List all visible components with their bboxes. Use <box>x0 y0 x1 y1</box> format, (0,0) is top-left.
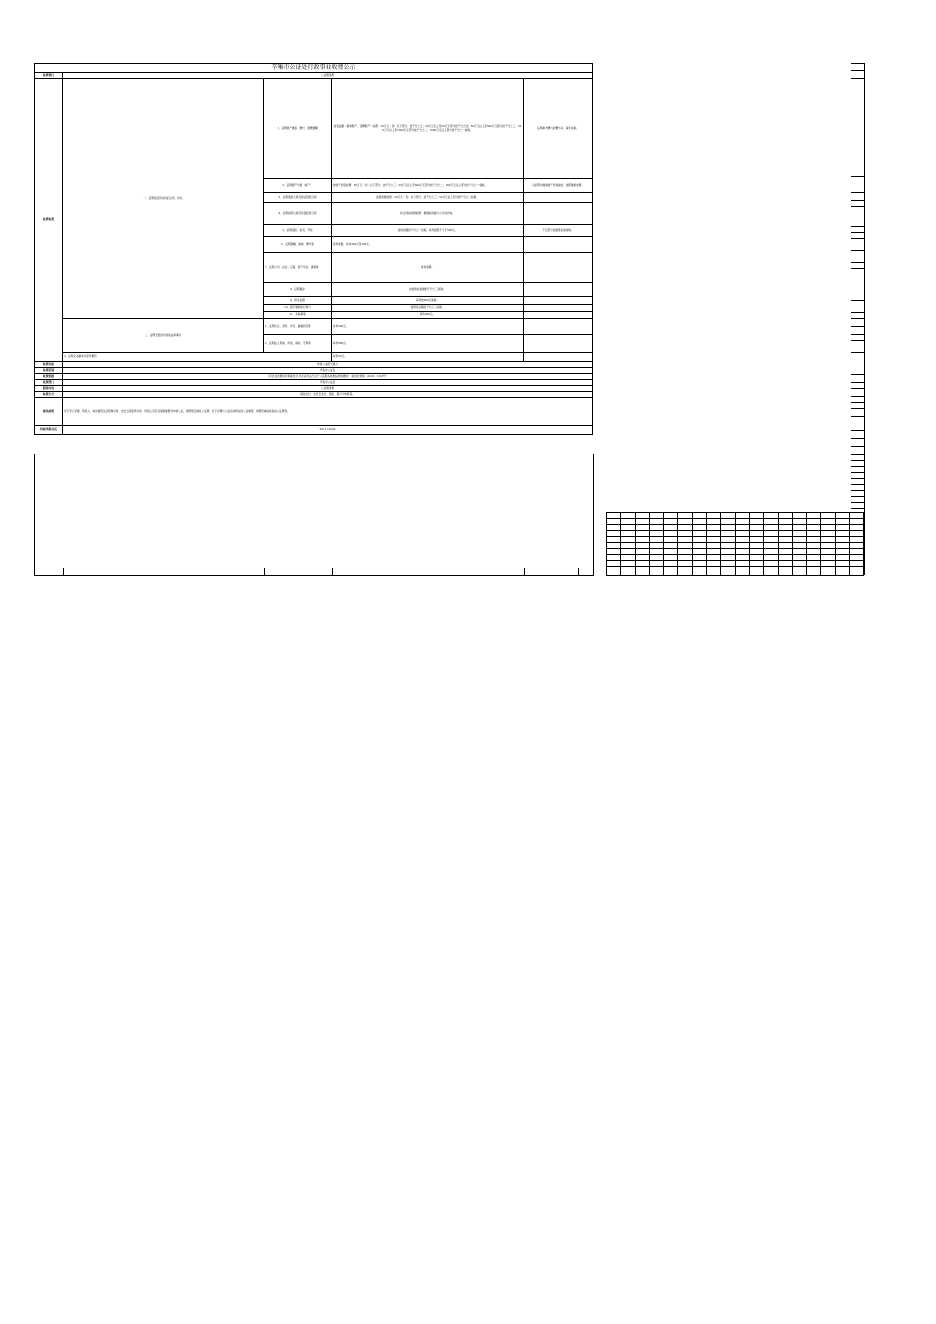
section-2: 二、证明无经济内容的法律事实 <box>63 319 264 353</box>
grid-line <box>635 512 636 575</box>
item-note: 证明单方赠与的赠与书，减半收取。 <box>524 79 593 179</box>
item-rule: 每件300元。 <box>332 335 524 353</box>
grid-line <box>851 318 864 319</box>
grid-line <box>851 388 864 389</box>
item-note <box>524 283 593 297</box>
grid-line <box>778 512 779 575</box>
unit-label: 收费项目 <box>35 73 63 79</box>
item-note <box>524 297 593 305</box>
grid-line <box>851 206 864 207</box>
grid-line <box>863 512 864 575</box>
item-name: 2、证明财产分割（析产） <box>264 179 332 193</box>
item-rule: 按标的额的千分之一收取，每件最低不少于500元。 <box>332 225 524 237</box>
grid-line <box>851 312 864 313</box>
grid-line <box>851 508 864 509</box>
item-name: 8、证明提存 <box>264 283 332 297</box>
item-rule: 按提存标的额的千分之三收取。 <box>332 283 524 297</box>
grid-line <box>749 512 750 575</box>
item-name: 5、证明招标、拍卖、开标 <box>264 225 332 237</box>
item-note <box>524 203 593 225</box>
grid-line <box>851 382 864 383</box>
grid-line <box>851 416 864 417</box>
item-rule: 每件200元。 <box>332 312 524 319</box>
item-note <box>524 312 593 319</box>
item-name: 3、证明文书副本与原件相符 <box>63 353 332 362</box>
grid-line <box>835 512 836 575</box>
item-rule: 按借款额收费：50万元（含）以下部分，按千分之三；50万元以上部分按千分之二收取。 <box>332 193 524 203</box>
page-title: 辛集市公证处行政事业收费公示 <box>35 64 593 73</box>
unit-value: 公证服务费 <box>63 73 593 79</box>
item-note: 对证明为继承财产作准备的，按照继承收费。 <box>524 179 593 193</box>
grid-line <box>851 478 864 479</box>
standard-label: 收费标准 <box>35 79 63 362</box>
item-rule: 按受益额（继承财产、受赠财产）收费：20万元（含）以下部分，按千分之五；20万元以上至50万元部分按千分之四；50万元以上至500万元部分按千分之三；500万元以上至1000万元部分按千分之二；1000万元以上部分按千分之一收取。 <box>332 79 524 179</box>
note-value: 对于军人军属、残疾人、城乡最低生活保障对象、农村五保供养对象、特困人员及其他困难群众申请公证，按照规定减免公证费；对于办理与公益活动相关的公证事项，视情况减收或免收公证费用。 <box>63 398 593 426</box>
grid-line <box>851 78 864 79</box>
grid-line <box>851 300 864 301</box>
grid-line <box>620 512 621 575</box>
basis-label: 收费对象 <box>35 362 63 368</box>
grid-line <box>806 512 807 575</box>
grid-line <box>820 512 821 575</box>
item-rule: 按件收费。 <box>332 253 524 283</box>
grid-line <box>649 512 650 575</box>
item-rule: 每件50元。 <box>332 353 524 362</box>
item-rule: 按合同标的额收费：根据标的额大小分档计收。 <box>332 203 524 225</box>
phone-value: 0311-12345 <box>63 426 593 435</box>
grid-line <box>864 63 865 575</box>
grid-line <box>851 438 864 439</box>
grid-line <box>692 512 693 575</box>
item-name: 1、证明财产继承、赠与、遗赠遗嘱 <box>264 79 332 179</box>
grid-line <box>851 496 864 497</box>
grid-line <box>849 512 850 575</box>
grid-line <box>851 352 864 353</box>
item-name: 7、证明公司（企业）章程、资产评估、清算等 <box>264 253 332 283</box>
section-1: 一、证明有经济内容的合同、协议 <box>63 79 264 319</box>
grid-line <box>851 374 864 375</box>
grid-line <box>606 575 864 576</box>
grid-line <box>792 512 793 575</box>
grid-line <box>851 490 864 491</box>
item-note <box>524 237 593 253</box>
item-name: 1、证明出生、身份、学历、婚姻状况等 <box>264 319 332 335</box>
grid-line <box>851 334 864 335</box>
grid-line <box>851 408 864 409</box>
grid-line <box>851 200 864 201</box>
item-name: 6、证明遗嘱、继承、赠与等 <box>264 237 332 253</box>
grid-line <box>851 268 864 269</box>
grid-line <box>851 262 864 263</box>
item-name: 10、赋予强制执行效力 <box>264 305 332 312</box>
grid-line <box>851 396 864 397</box>
item-name: 11、其他事项 <box>264 312 332 319</box>
item-note <box>524 305 593 312</box>
grid-line <box>851 192 864 193</box>
blank-frame <box>34 454 594 576</box>
grid-line <box>763 512 764 575</box>
grid-line <box>606 512 607 575</box>
item-note <box>524 193 593 203</box>
grid-line <box>851 63 864 64</box>
grid-line <box>851 502 864 503</box>
grid-line <box>663 512 664 575</box>
grid-line <box>851 340 864 341</box>
grid-line <box>851 484 864 485</box>
item-name: 2、证明法人资格、资信、商标、专利等 <box>264 335 332 353</box>
item-rule: 每件200元。 <box>332 319 524 335</box>
item-rule: 每件按200元收取。 <box>332 297 524 305</box>
grid-line <box>706 512 707 575</box>
item-note: 不足部分按最低标准收取。 <box>524 225 593 237</box>
grid-line <box>851 176 864 177</box>
grid-line <box>677 512 678 575</box>
item-note <box>524 253 593 283</box>
grid-line <box>851 232 864 233</box>
item-rule: 按财产价值收费：50万元（含）以下部分，按千分之三；50万元以上至500万元部分按千分之二；500万元以上部分按千分之一收取。 <box>332 179 524 193</box>
item-name: 4、证明担保合同及其他经济合同 <box>264 203 332 225</box>
phone-label: 价格举报电话 <box>35 426 63 435</box>
grid-line <box>735 512 736 575</box>
fee-table: 辛集市公证处行政事业收费公示 收费项目 公证服务费 收费标准 一、证明有经济内容的合同、协议 1、证明财产继承、赠与、遗赠遗嘱 按受益额（继承财产、受赠财产）收费：20万元（含）以下部分，按千分之五；20万元以上至50万元部分按千分之四；50万元以上至500万元部分按千分之三；500万元以上至1000万元部分按千分之二；1000万元以上部分按千分之一收取。 证明单方赠与的赠与书，减半收取。 2、证明财产分割（析产） 按财产价值收费：50万元（含）以下部分，按千分之三；50万元以上至500万元部分按千分之二；500万元以上部分按千分之一收取。 对证明为继承财产作准备的，按照继承收费。 3、证明借款合同及保证借款合同 按借款额收费：50万元（含）以下部分，按千分之三；50万元以上部分按千分之二收取。 4、证明担保合同及其他经济合同 按合同标的额收费：根据标的额大小分档计收。 5、证明招标、拍卖、开标 按标的额的千分之一收取，每件最低不少于500元。 不足部分按最低标准收取。 6、证明遗嘱、继承、赠与等 按件收费，每件200元至500元。 7、证明公司（企业）章程、资产评估、清算等 按件收费。 8、证明提存 按提存标的额的千分之三收取。 9、保全证据 每件按200元收取。 10、赋予强制执行效力 按债务总额的千分之三收取。 11、其他事项 每件200元。 二、证明无经济内容的法律事实 1、证明出生、身份、学历、婚姻状况等 每件200元。 2、证明法人资格、资信、商标、专利等 每件300元。 3、证明文书副本与原件相符 每件50元。 收费对象 申请公证的当事人 收费范围 辛集市公证处 收费依据 《河北省发展和改革委员会 河北省司法厅关于公证服务收费标准的通知》（冀发改价格〔2018〕1218号） 收费部门 辛集市公证处 服务内容 公证服务费 收费方式 微信支付、支付宝支付、现金、银行卡转账等。 减免政策 对于军人军属、残疾人、城乡最低生活保障对象、农村五保供养对象、特困人员及其他困难群众申请公证，按照规定减免公证费；对于办理与公益活动相关的公证事项，视情况减收或免收公证费用。 价格举报电话 0311-12345 <box>34 63 593 435</box>
grid-line <box>720 512 721 575</box>
grid-line <box>851 430 864 431</box>
grid-line <box>851 472 864 473</box>
note-label: 减免政策 <box>35 398 63 426</box>
item-rule: 按债务总额的千分之三收取。 <box>332 305 524 312</box>
grid-line <box>851 466 864 467</box>
item-rule: 按件收费，每件200元至500元。 <box>332 237 524 253</box>
grid-line <box>851 454 864 455</box>
grid-line <box>851 226 864 227</box>
item-name: 3、证明借款合同及保证借款合同 <box>264 193 332 203</box>
grid-line <box>851 402 864 403</box>
grid-line <box>851 70 864 71</box>
grid-line <box>851 326 864 327</box>
grid-line <box>851 250 864 251</box>
grid-line <box>851 238 864 239</box>
item-name: 9、保全证据 <box>264 297 332 305</box>
grid-line <box>851 460 864 461</box>
grid-line <box>851 446 864 447</box>
